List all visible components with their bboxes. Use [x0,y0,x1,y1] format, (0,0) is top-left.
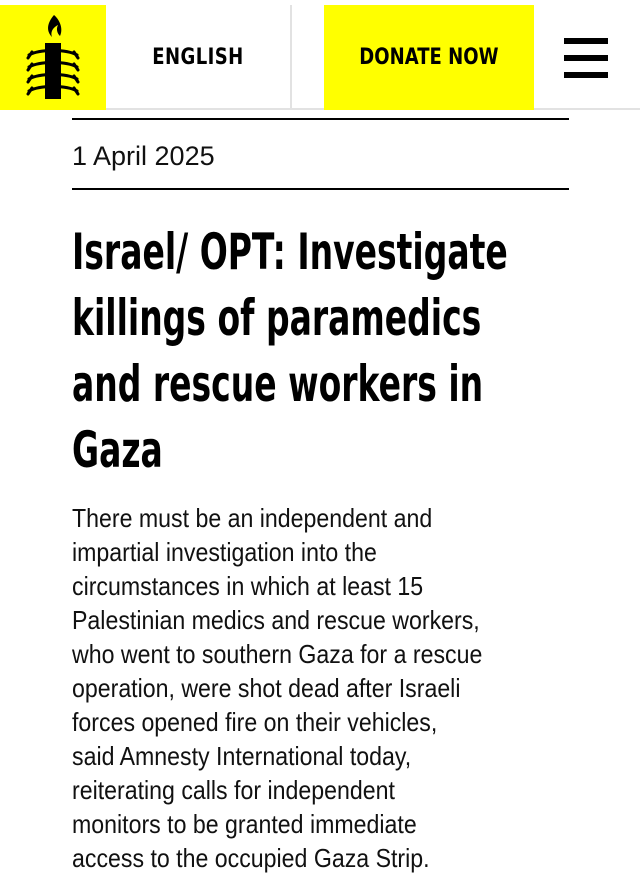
language-selector[interactable]: ENGLISH [152,45,244,70]
menu-bar [564,72,608,78]
date-rule [72,188,569,190]
article-title-line: killings of paramedics [72,289,482,347]
lede-line: reiterating calls for independent [72,775,395,805]
site-header [0,0,640,110]
top-rule [72,118,569,120]
article-title [72,219,574,483]
article-title-line: and rescue workers in [72,355,484,413]
hamburger-menu-icon[interactable] [562,38,610,78]
article-title-line: Israel/ OPT: Investigate [72,223,508,281]
amnesty-candle-icon [0,5,106,110]
lede-line: Palestinian medics and rescue workers, [72,605,480,635]
lede-line: There must be an independent and [72,503,433,533]
menu-bar [564,38,608,44]
amnesty-logo[interactable] [0,5,106,110]
header-divider [290,5,292,110]
article-lede [72,501,570,875]
lede-line: operation, were shot dead after Israeli [72,673,461,703]
lede-line: forces opened fire on their vehicles, [72,707,438,737]
donate-button[interactable] [324,5,534,110]
article-title-line: Gaza [72,421,163,479]
lede-line: impartial investigation into the [72,537,377,567]
lede-line: access to the occupied Gaza Strip. [72,843,430,873]
lede-line: said Amnesty International today, [72,741,412,771]
donate-button-label: DONATE NOW [359,45,499,70]
lede-line: monitors to be granted immediate [72,809,417,839]
menu-bar [564,55,608,61]
lede-line: who went to southern Gaza for a rescue [72,639,483,669]
article-date: 1 April 2025 [72,141,215,171]
lede-line: circumstances in which at least 15 [72,571,424,601]
